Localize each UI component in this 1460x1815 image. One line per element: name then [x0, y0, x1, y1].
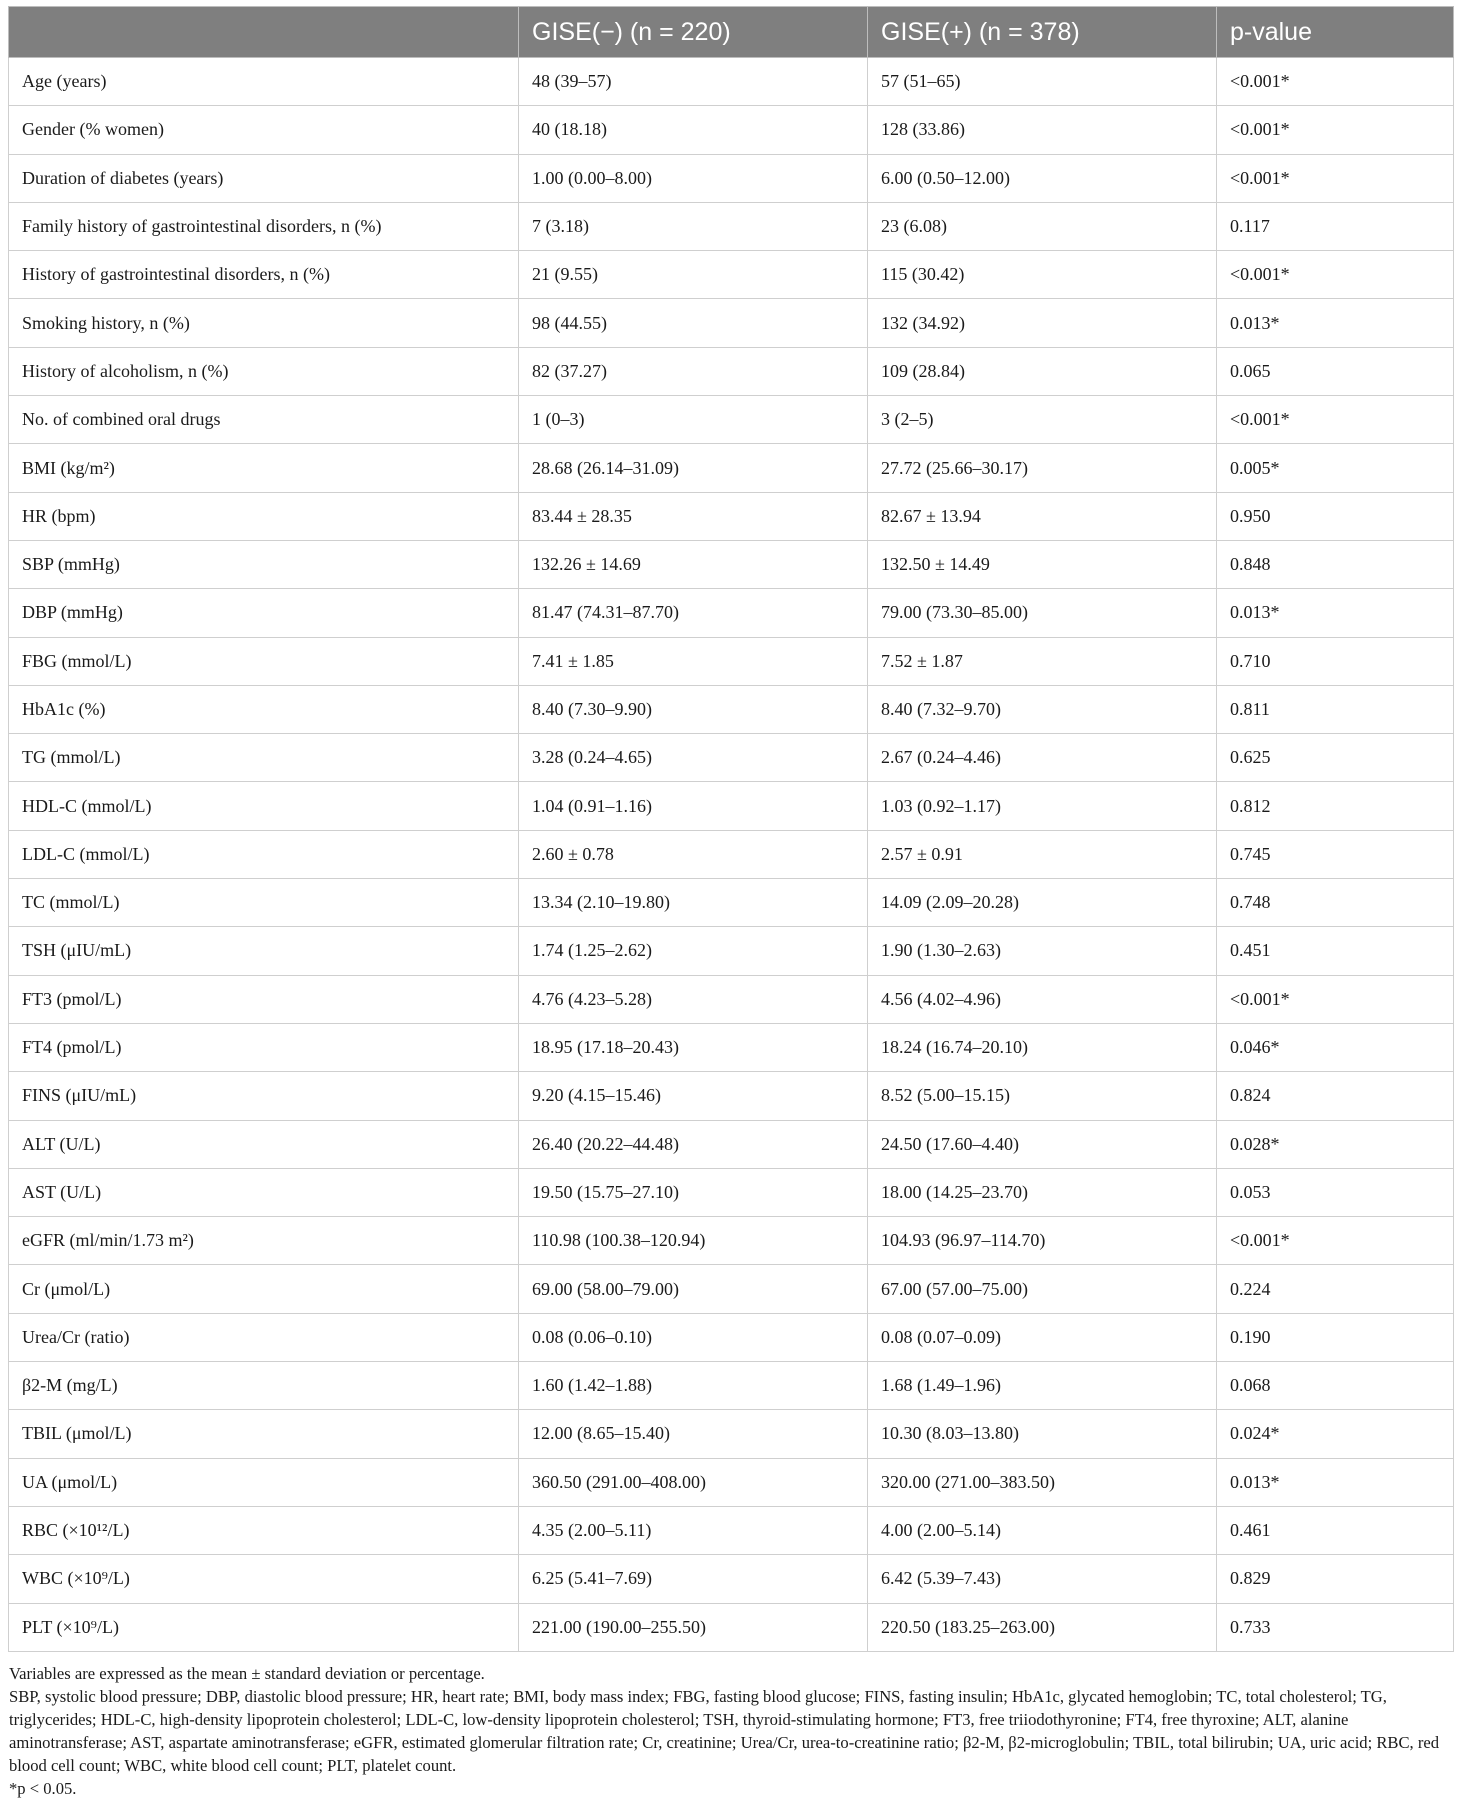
variable-cell: Urea/Cr (ratio) [9, 1313, 519, 1361]
table-row [9, 637, 1454, 685]
notes-abbreviations: SBP, systolic blood pressure; DBP, diastolic blood pressure; HR, heart rate; BMI, body mass index; FBG, fasting blood glucose; FINS, fasting insulin; HbA1c, glycated hemoglobin; TC, total cholesterol; TG, triglycerides; HDL-C, high-density lipoprotein cholesterol; LDL-C, low-density lipoprotein cholesterol; TSH, thyroid-stimulating hormone; FT3, free triiodothyronine; FT4, free thyroxine; ALT, alanine aminotransferase; AST, aspartate aminotransferase; eGFR, estimated glomerular filtration rate; Cr, creatinine; Urea/Cr, urea-to-creatinine ratio; β2-M, β2-microglobulin; TBIL, total bilirubin; UA, uric acid; RBC, red blood cell count; WBC, white blood cell count; PLT, platelet count. [9, 1686, 1440, 1775]
table-row [9, 1506, 1454, 1554]
gise-negative-cell: 2.60 ± 0.78 [519, 830, 868, 878]
p-value-cell: 0.829 [1217, 1555, 1454, 1603]
gise-positive-cell: 3 (2–5) [868, 396, 1217, 444]
gise-negative-cell: 40 (18.18) [519, 106, 868, 154]
p-value-cell: <0.001* [1217, 1217, 1454, 1265]
gise-negative-cell: 13.34 (2.10–19.80) [519, 879, 868, 927]
table-row [9, 492, 1454, 540]
header-row [9, 7, 1454, 58]
table-row [9, 879, 1454, 927]
gise-positive-cell: 1.68 (1.49–1.96) [868, 1362, 1217, 1410]
gise-negative-cell: 1 (0–3) [519, 396, 868, 444]
gise-positive-cell: 10.30 (8.03–13.80) [868, 1410, 1217, 1458]
p-value-cell: 0.013* [1217, 1458, 1454, 1506]
gise-positive-cell: 6.00 (0.50–12.00) [868, 154, 1217, 202]
table-row [9, 540, 1454, 588]
table-row [9, 251, 1454, 299]
p-value-cell: 0.733 [1217, 1603, 1454, 1651]
p-value-cell: 0.461 [1217, 1506, 1454, 1554]
gise-negative-cell: 98 (44.55) [519, 299, 868, 347]
table-row [9, 1120, 1454, 1168]
gise-negative-cell: 3.28 (0.24–4.65) [519, 734, 868, 782]
variable-cell: FINS (μIU/mL) [9, 1072, 519, 1120]
variable-cell: TSH (μIU/mL) [9, 927, 519, 975]
p-value-cell: 0.745 [1217, 830, 1454, 878]
variable-cell: β2-M (mg/L) [9, 1362, 519, 1410]
p-value-cell: 0.013* [1217, 589, 1454, 637]
gise-positive-cell: 6.42 (5.39–7.43) [868, 1555, 1217, 1603]
table-row [9, 58, 1454, 106]
p-value-cell: 0.848 [1217, 540, 1454, 588]
gise-negative-cell: 12.00 (8.65–15.40) [519, 1410, 868, 1458]
p-value-cell: 0.190 [1217, 1313, 1454, 1361]
gise-negative-cell: 19.50 (15.75–27.10) [519, 1168, 868, 1216]
p-value-cell: 0.950 [1217, 492, 1454, 540]
table-row [9, 589, 1454, 637]
gise-negative-cell: 1.04 (0.91–1.16) [519, 782, 868, 830]
p-value-cell: 0.625 [1217, 734, 1454, 782]
variable-cell: TC (mmol/L) [9, 879, 519, 927]
gise-positive-cell: 320.00 (271.00–383.50) [868, 1458, 1217, 1506]
table-row [9, 1458, 1454, 1506]
variable-cell: Cr (μmol/L) [9, 1265, 519, 1313]
table-row [9, 734, 1454, 782]
gise-negative-cell: 1.60 (1.42–1.88) [519, 1362, 868, 1410]
table-row [9, 1362, 1454, 1410]
variable-cell: HbA1c (%) [9, 685, 519, 733]
variable-cell: BMI (kg/m²) [9, 444, 519, 492]
gise-negative-cell: 110.98 (100.38–120.94) [519, 1217, 868, 1265]
variable-cell: ALT (U/L) [9, 1120, 519, 1168]
p-value-cell: 0.068 [1217, 1362, 1454, 1410]
gise-negative-cell: 28.68 (26.14–31.09) [519, 444, 868, 492]
header-variable [9, 7, 519, 58]
variable-cell: AST (U/L) [9, 1168, 519, 1216]
table-row [9, 1313, 1454, 1361]
variable-cell: FBG (mmol/L) [9, 637, 519, 685]
table-row [9, 444, 1454, 492]
gise-negative-cell: 69.00 (58.00–79.00) [519, 1265, 868, 1313]
gise-positive-cell: 8.52 (5.00–15.15) [868, 1072, 1217, 1120]
p-value-cell: 0.811 [1217, 685, 1454, 733]
variable-cell: TG (mmol/L) [9, 734, 519, 782]
gise-negative-cell: 7.41 ± 1.85 [519, 637, 868, 685]
gise-negative-cell: 4.35 (2.00–5.11) [519, 1506, 868, 1554]
gise-positive-cell: 24.50 (17.60–4.40) [868, 1120, 1217, 1168]
table-row [9, 396, 1454, 444]
table-row [9, 347, 1454, 395]
gise-negative-cell: 4.76 (4.23–5.28) [519, 975, 868, 1023]
gise-negative-cell: 8.40 (7.30–9.90) [519, 685, 868, 733]
p-value-cell: <0.001* [1217, 58, 1454, 106]
gise-positive-cell: 14.09 (2.09–20.28) [868, 879, 1217, 927]
gise-negative-cell: 9.20 (4.15–15.46) [519, 1072, 868, 1120]
gise-negative-cell: 26.40 (20.22–44.48) [519, 1120, 868, 1168]
gise-negative-cell: 82 (37.27) [519, 347, 868, 395]
gise-positive-cell: 67.00 (57.00–75.00) [868, 1265, 1217, 1313]
p-value-cell: <0.001* [1217, 396, 1454, 444]
variable-cell: Smoking history, n (%) [9, 299, 519, 347]
p-value-cell: 0.005* [1217, 444, 1454, 492]
gise-positive-cell: 104.93 (96.97–114.70) [868, 1217, 1217, 1265]
variable-cell: No. of combined oral drugs [9, 396, 519, 444]
variable-cell: RBC (×10¹²/L) [9, 1506, 519, 1554]
gise-negative-cell: 1.74 (1.25–2.62) [519, 927, 868, 975]
gise-positive-cell: 27.72 (25.66–30.17) [868, 444, 1217, 492]
variable-cell: SBP (mmHg) [9, 540, 519, 588]
table-row [9, 1555, 1454, 1603]
gise-negative-cell: 1.00 (0.00–8.00) [519, 154, 868, 202]
gise-negative-cell: 6.25 (5.41–7.69) [519, 1555, 868, 1603]
variable-cell: DBP (mmHg) [9, 589, 519, 637]
table-row [9, 1217, 1454, 1265]
p-value-cell: 0.046* [1217, 1023, 1454, 1071]
table-row [9, 927, 1454, 975]
variable-cell: UA (μmol/L) [9, 1458, 519, 1506]
table-notes [8, 1652, 1458, 1800]
variable-cell: Family history of gastrointestinal disorders, n (%) [9, 202, 519, 250]
variable-cell: Age (years) [9, 58, 519, 106]
gise-positive-cell: 220.50 (183.25–263.00) [868, 1603, 1217, 1651]
p-value-cell: 0.065 [1217, 347, 1454, 395]
p-value-cell: 0.748 [1217, 879, 1454, 927]
data-table [8, 6, 1454, 1652]
p-value-cell: 0.117 [1217, 202, 1454, 250]
gise-negative-cell: 221.00 (190.00–255.50) [519, 1603, 868, 1651]
gise-positive-cell: 23 (6.08) [868, 202, 1217, 250]
variable-cell: WBC (×10⁹/L) [9, 1555, 519, 1603]
notes-footnote: *p < 0.05. [9, 1778, 77, 1798]
gise-negative-cell: 18.95 (17.18–20.43) [519, 1023, 868, 1071]
gise-positive-cell: 132 (34.92) [868, 299, 1217, 347]
variable-cell: PLT (×10⁹/L) [9, 1603, 519, 1651]
gise-positive-cell: 109 (28.84) [868, 347, 1217, 395]
header-gise-positive: GISE(+) (n = 378) [868, 7, 1217, 58]
gise-negative-cell: 7 (3.18) [519, 202, 868, 250]
variable-cell: HR (bpm) [9, 492, 519, 540]
gise-positive-cell: 7.52 ± 1.87 [868, 637, 1217, 685]
table-row [9, 299, 1454, 347]
gise-positive-cell: 1.03 (0.92–1.17) [868, 782, 1217, 830]
gise-positive-cell: 4.56 (4.02–4.96) [868, 975, 1217, 1023]
variable-cell: Gender (% women) [9, 106, 519, 154]
gise-positive-cell: 4.00 (2.00–5.14) [868, 1506, 1217, 1554]
p-value-cell: 0.013* [1217, 299, 1454, 347]
header-p-value: p-value [1217, 7, 1454, 58]
p-value-cell: 0.028* [1217, 1120, 1454, 1168]
table-row [9, 830, 1454, 878]
notes-line1: Variables are expressed as the mean ± standard deviation or percentage. [9, 1663, 485, 1683]
p-value-cell: <0.001* [1217, 975, 1454, 1023]
gise-positive-cell: 8.40 (7.32–9.70) [868, 685, 1217, 733]
p-value-cell: 0.824 [1217, 1072, 1454, 1120]
table-row [9, 975, 1454, 1023]
gise-positive-cell: 0.08 (0.07–0.09) [868, 1313, 1217, 1361]
table-row [9, 106, 1454, 154]
variable-cell: FT4 (pmol/L) [9, 1023, 519, 1071]
gise-positive-cell: 79.00 (73.30–85.00) [868, 589, 1217, 637]
p-value-cell: <0.001* [1217, 154, 1454, 202]
p-value-cell: 0.710 [1217, 637, 1454, 685]
gise-negative-cell: 0.08 (0.06–0.10) [519, 1313, 868, 1361]
p-value-cell: <0.001* [1217, 251, 1454, 299]
p-value-cell: 0.812 [1217, 782, 1454, 830]
p-value-cell: <0.001* [1217, 106, 1454, 154]
table-row [9, 685, 1454, 733]
table-row [9, 1072, 1454, 1120]
gise-negative-cell: 83.44 ± 28.35 [519, 492, 868, 540]
table-row [9, 1168, 1454, 1216]
p-value-cell: 0.053 [1217, 1168, 1454, 1216]
gise-positive-cell: 2.57 ± 0.91 [868, 830, 1217, 878]
p-value-cell: 0.451 [1217, 927, 1454, 975]
gise-negative-cell: 360.50 (291.00–408.00) [519, 1458, 868, 1506]
variable-cell: TBIL (μmol/L) [9, 1410, 519, 1458]
gise-negative-cell: 48 (39–57) [519, 58, 868, 106]
p-value-cell: 0.224 [1217, 1265, 1454, 1313]
gise-positive-cell: 1.90 (1.30–2.63) [868, 927, 1217, 975]
gise-positive-cell: 18.24 (16.74–20.10) [868, 1023, 1217, 1071]
gise-positive-cell: 2.67 (0.24–4.46) [868, 734, 1217, 782]
variable-cell: History of alcoholism, n (%) [9, 347, 519, 395]
variable-cell: HDL-C (mmol/L) [9, 782, 519, 830]
gise-negative-cell: 81.47 (74.31–87.70) [519, 589, 868, 637]
gise-negative-cell: 132.26 ± 14.69 [519, 540, 868, 588]
gise-positive-cell: 82.67 ± 13.94 [868, 492, 1217, 540]
gise-positive-cell: 18.00 (14.25–23.70) [868, 1168, 1217, 1216]
table-row [9, 1023, 1454, 1071]
variable-cell: LDL-C (mmol/L) [9, 830, 519, 878]
variable-cell: eGFR (ml/min/1.73 m²) [9, 1217, 519, 1265]
table-row [9, 1265, 1454, 1313]
gise-positive-cell: 115 (30.42) [868, 251, 1217, 299]
variable-cell: FT3 (pmol/L) [9, 975, 519, 1023]
p-value-cell: 0.024* [1217, 1410, 1454, 1458]
table-row [9, 782, 1454, 830]
variable-cell: Duration of diabetes (years) [9, 154, 519, 202]
table-row [9, 154, 1454, 202]
header-gise-negative: GISE(−) (n = 220) [519, 7, 868, 58]
table-row [9, 202, 1454, 250]
gise-negative-cell: 21 (9.55) [519, 251, 868, 299]
gise-positive-cell: 57 (51–65) [868, 58, 1217, 106]
gise-positive-cell: 132.50 ± 14.49 [868, 540, 1217, 588]
table-row [9, 1603, 1454, 1651]
gise-positive-cell: 128 (33.86) [868, 106, 1217, 154]
table-row [9, 1410, 1454, 1458]
variable-cell: History of gastrointestinal disorders, n (%) [9, 251, 519, 299]
